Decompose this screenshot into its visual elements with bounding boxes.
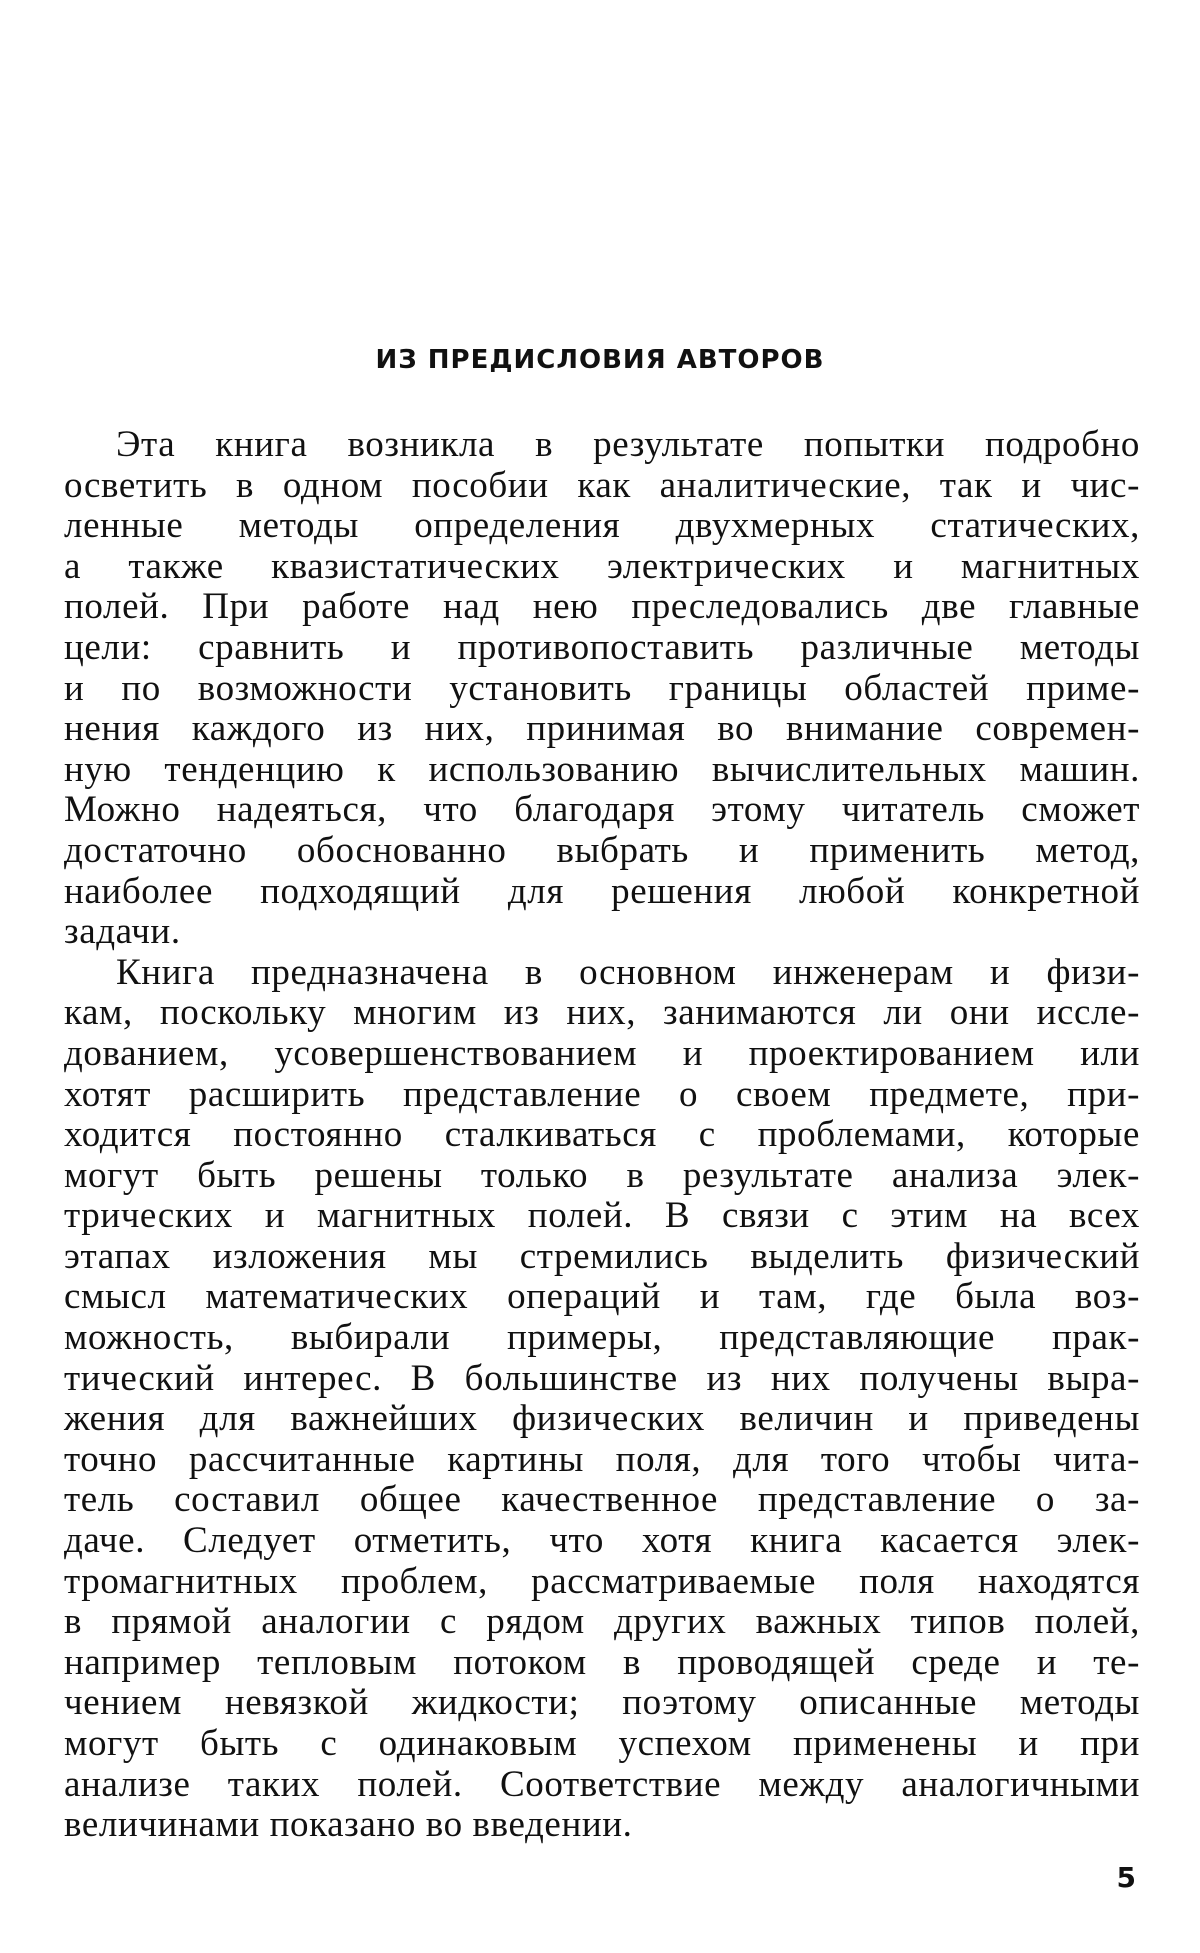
text-line: а также квазистатических электрических и магнитных	[64, 545, 1140, 587]
text-line: чением невязкой жидкости; поэтому описанные методы	[64, 1682, 1140, 1724]
text-line: тический интерес. В большинстве из них получены выра-	[64, 1357, 1140, 1399]
text-line: ленные методы определения двухмерных статических,	[64, 505, 1140, 547]
paragraph	[64, 953, 1140, 1846]
text-line: тромагнитных проблем, рассматриваемые поля находятся	[64, 1560, 1140, 1602]
text-line: и по возможности установить границы областей приме-	[64, 667, 1140, 709]
page-number: 5	[1116, 1861, 1136, 1894]
section-heading: ИЗ ПРЕДИСЛОВИЯ АВТОРОВ	[375, 345, 825, 375]
text-line: нения каждого из них, принимая во внимание современ-	[64, 708, 1140, 750]
text-line: наиболее подходящий для решения любой конкретной	[64, 870, 1140, 912]
text-line: тель составил общее качественное представление о за-	[64, 1479, 1140, 1521]
text-line: кам, поскольку многим из них, занимаются ли они иссле-	[64, 992, 1140, 1034]
text-line: достаточно обоснованно выбрать и применить метод,	[64, 829, 1140, 871]
text-line: могут быть решены только в результате анализа элек-	[64, 1154, 1140, 1196]
text-line: точно рассчитанные картины поля, для того чтобы чита-	[64, 1438, 1140, 1480]
text-line: величинами показано во введении.	[64, 1804, 633, 1846]
text-line: Можно надеяться, что благодаря этому читатель сможет	[64, 789, 1140, 831]
text-line: могут быть с одинаковым успехом применены и при	[64, 1723, 1140, 1764]
text-line: анализе таких полей. Соответствие между аналогичными	[64, 1763, 1140, 1805]
text-line: осветить в одном пособии как аналитические, так и чис-	[64, 464, 1140, 506]
text-line: даче. Следует отметить, что хотя книга касается элек-	[64, 1520, 1140, 1562]
text-line: Книга предназначена в основном инженерам и физи-	[116, 951, 1140, 993]
body-text	[64, 425, 1140, 1846]
text-line: ную тенденцию к использованию вычислительных машин.	[64, 748, 1140, 790]
text-line: трических и магнитных полей. В связи с этим на всех	[64, 1195, 1140, 1237]
paragraph	[64, 425, 1140, 953]
text-line: Эта книга возникла в результате попытки подробно	[116, 424, 1140, 465]
text-line: ходится постоянно сталкиваться с проблемами, которые	[64, 1114, 1140, 1156]
text-line: цели: сравнить и противопоставить различные методы	[64, 626, 1140, 668]
text-line: в прямой аналогии с рядом других важных типов полей,	[64, 1601, 1140, 1643]
text-line: хотят расширить представление о своем предмете, при-	[64, 1073, 1140, 1115]
text-line: смысл математических операций и там, где была воз-	[64, 1276, 1140, 1318]
text-line: полей. При работе над нею преследовались две главные	[64, 586, 1140, 628]
text-line: дованием, усовершенствованием и проектированием или	[64, 1032, 1140, 1074]
text-line: этапах изложения мы стремились выделить физический	[64, 1235, 1140, 1277]
text-line: задачи.	[64, 911, 181, 953]
text-line: жения для важнейших физических величин и приведены	[64, 1398, 1140, 1440]
text-line: например тепловым потоком в проводящей среде и те-	[64, 1641, 1140, 1683]
text-line: можность, выбирали примеры, представляющие прак-	[64, 1317, 1140, 1359]
